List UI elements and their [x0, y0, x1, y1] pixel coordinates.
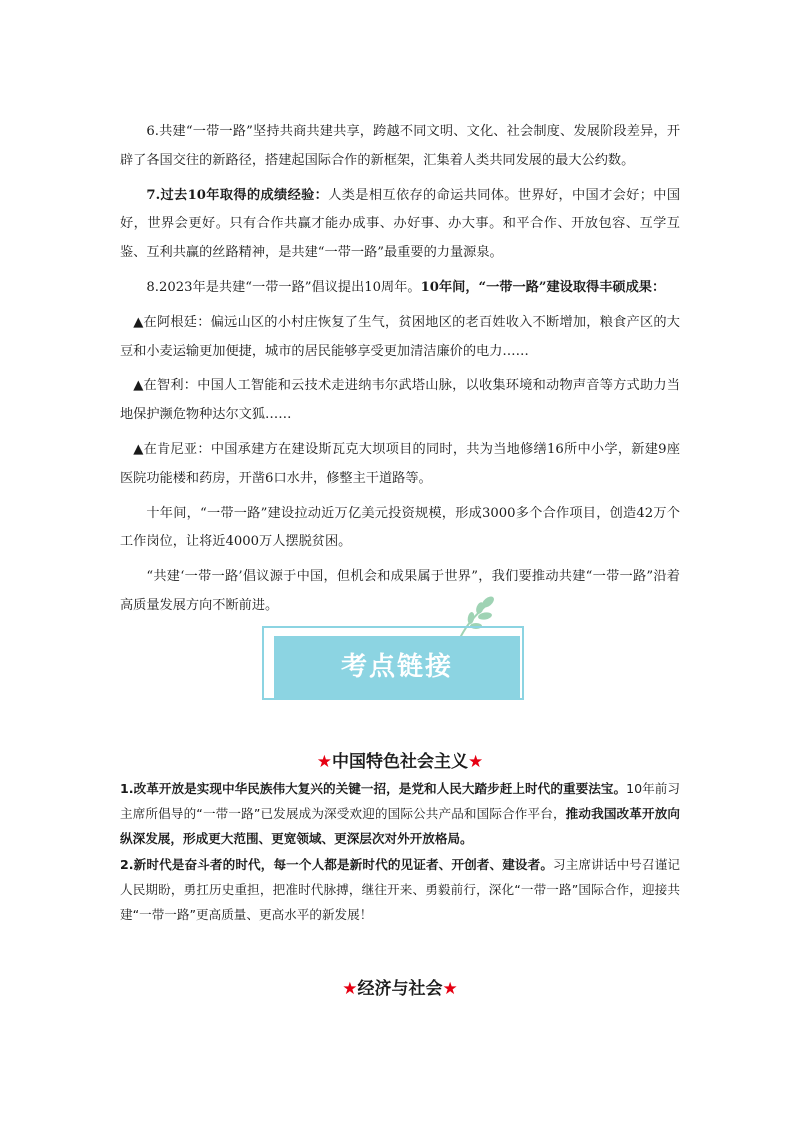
link-paragraph-2-body: 习主席讲话中号召谨记人民期盼，勇扛历史重担，把准时代脉搏，继往开来、勇毅前行，深化“一带一路”国际合作，迎接共建“一带一路”更高质量、更高水平的新发展！	[120, 856, 681, 923]
link-paragraph-2	[120, 852, 680, 928]
paragraph-quote: “共建‘一带一路’倡议源于中国，但机会和成果属于世界”，我们要推动共建“一带一路”沿着高质量发展方向不断前进。	[120, 569, 680, 613]
section-link	[120, 776, 680, 927]
star-icon: ★	[468, 752, 484, 772]
star-icon: ★	[316, 752, 332, 772]
link-paragraph-2-lead: 2.新时代是奋斗者的时代，每一个人都是新时代的见证者、开创者、建设者。	[120, 856, 554, 872]
link-paragraph-1-body: 10年前习主席所倡导的“一带一路”已发展成为深受欢迎的国际公共产品和国际合作平台，	[120, 781, 681, 822]
link-paragraph-1-lead: 1.改革开放是实现中华民族伟大复兴的关键一招，是党和人民大踏步赶上时代的重要法宝。	[120, 781, 627, 796]
heading-socialism	[120, 747, 680, 772]
paragraph-7-body: 人类是相互依存的命运共同体。世界好，中国才会好；中国好，世界会更好。只有合作共赢才能办成事、办好事、办大事。和平合作、开放包容、互学互鉴、互利共赢的丝路精神，是共建“一带一路”最重要的力量源泉。	[120, 187, 681, 261]
paragraph-7-lead: 7.过去10年取得的成绩经验：	[146, 187, 329, 203]
section-top	[120, 118, 680, 621]
bullet-kenya: ▲在肯尼亚：中国承建方在建设斯瓦克大坝项目的同时，共为当地修缮16所中小学，新建9座医院功能楼和药房，开凿6口水井，修整主干道路等。	[120, 441, 680, 486]
star-icon: ★	[442, 979, 458, 999]
heading-economy-title: 经济与社会	[357, 979, 443, 999]
heading-economy	[120, 974, 680, 999]
paragraph-8	[120, 274, 680, 303]
bullet-chile: ▲在智利：中国人工智能和云技术走进纳韦尔武塔山脉，以收集环境和动物声音等方式助力当地保护濒危物种达尔文狐……	[120, 378, 680, 423]
paragraph-7	[120, 182, 680, 268]
link-paragraph-1	[120, 776, 680, 852]
paragraph-6: 6.共建“一带一路”坚持共商共建共享，跨越不同文明、文化、社会制度、发展阶段差异，开辟了各国交往的新路径，搭建起国际合作的新框架，汇集着人类共同发展的最大公约数。	[120, 124, 680, 168]
banner-title: 考点链接	[340, 652, 453, 682]
section-banner	[262, 626, 532, 706]
link-paragraph-1-tail: 推动我国改革开放向纵深发展，形成更大范围、更宽领域、更深层次对外开放格局。	[120, 806, 680, 847]
paragraph-decade: 十年间，“一带一路”建设拉动近万亿美元投资规模，形成3000多个合作项目，创造42万个工作岗位，让将近4000万人摆脱贫困。	[120, 505, 680, 550]
paragraph-8-lead: 10年间，“一带一路”建设取得丰硕成果：	[420, 279, 666, 295]
heading-socialism-title: 中国特色社会主义	[332, 752, 468, 772]
paragraph-8-body: 8.2023年是共建“一带一路”倡议提出10周年。	[146, 279, 421, 295]
star-icon: ★	[342, 979, 358, 999]
bullet-argentina: ▲在阿根廷：偏远山区的小村庄恢复了生气，贫困地区的老百姓收入不断增加，粮食产区的大豆和小麦运输更加便捷，城市的居民能够享受更加清洁廉价的电力……	[120, 314, 680, 359]
